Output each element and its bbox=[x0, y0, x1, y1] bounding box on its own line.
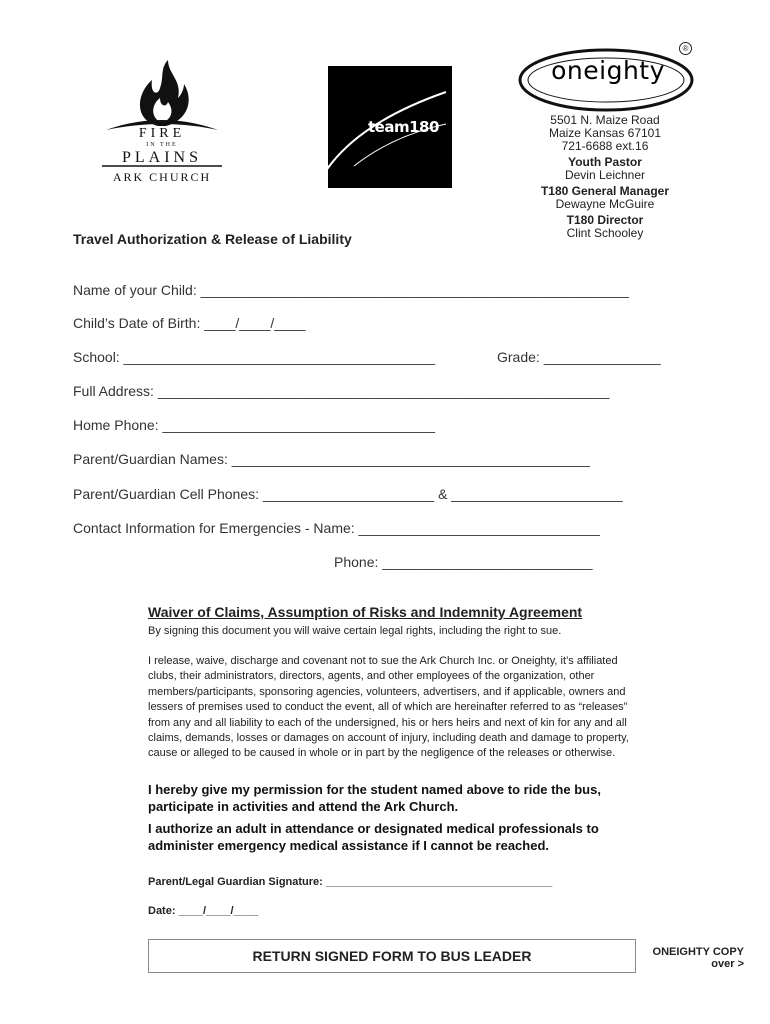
logo-ark-church-text: ARK CHURCH bbox=[112, 170, 212, 184]
youth-pastor-name: Devin Leichner bbox=[564, 168, 646, 182]
fire-in-the-plains-logo bbox=[96, 58, 228, 188]
grade-field[interactable]: Grade: _______________ bbox=[497, 349, 661, 365]
oneighty-logo bbox=[516, 42, 696, 112]
waiver-body: I release, waive, discharge and covenant not to sue the Ark Church Inc. or Oneighty, it’s affiliated clubs, their administrators, directors, agents, and other employees of the organization, other members/participants, sponsoring agencies, volunteers, advertisers, and if applicable, owners and lessers of premises used to conduct the event, all of which are hereinafter referred to as “releases” from any and all liability to each of the undersigned, his or hers heirs and next of kin for any and all claims, demands, losses or damages on account of injury, including death and damage to property, cause or alleged to be caused in whole or in part by the negligence of the releases or otherwise. bbox=[148, 655, 629, 760]
oneighty-text: oneighty bbox=[551, 56, 665, 85]
registered-mark: ® bbox=[679, 42, 692, 55]
waiver-intro: By signing this document you will waive certain legal rights, including the right to sue. bbox=[148, 625, 562, 637]
return-form-notice: RETURN SIGNED FORM TO BUS LEADER bbox=[148, 939, 636, 973]
flame-icon bbox=[96, 58, 228, 188]
copy-note bbox=[648, 946, 744, 970]
medical-authorization-statement: I authorize an adult in attendance or designated medical professionals to administer emergency medical assistance if I cannot be reached. bbox=[148, 821, 599, 853]
bus-permission-statement: I hereby give my permission for the student named above to ride the bus, participate in activities and attend the Ark Church. bbox=[148, 782, 601, 814]
parent-cell-phones-field[interactable]: Parent/Guardian Cell Phones: ______________________ & ______________________ bbox=[73, 486, 623, 502]
date-of-birth-field[interactable]: Child’s Date of Birth: ____/____/____ bbox=[73, 315, 306, 331]
team180-logo bbox=[328, 66, 452, 188]
parent-names-field[interactable]: Parent/Guardian Names: ______________________________________________ bbox=[73, 451, 590, 467]
copy-label: ONEIGHTY COPY bbox=[652, 946, 744, 958]
guardian-signature-field[interactable]: Parent/Legal Guardian Signature: _____________________________________ bbox=[148, 876, 553, 888]
director-name: Clint Schooley bbox=[566, 226, 644, 240]
address-line-2: Maize Kansas 67101 bbox=[548, 126, 662, 140]
form-title: Travel Authorization & Release of Liability bbox=[73, 231, 352, 247]
emergency-contact-phone-field[interactable]: Phone: ___________________________ bbox=[334, 554, 593, 570]
youth-pastor-title: Youth Pastor bbox=[568, 155, 642, 169]
general-manager-name: Dewayne McGuire bbox=[555, 197, 655, 211]
logo-in-the-text: IN THE bbox=[146, 142, 178, 148]
emergency-contact-name-field[interactable]: Contact Information for Emergencies - Name: _______________________________ bbox=[73, 520, 600, 536]
school-field[interactable]: School: ________________________________________ bbox=[73, 349, 436, 365]
address-line-1: 5501 N. Maize Road bbox=[550, 113, 660, 127]
signature-date-field[interactable]: Date: ____/____/____ bbox=[148, 905, 259, 917]
team180-text: team180 bbox=[368, 118, 439, 136]
phone-line: 721-6688 ext.16 bbox=[561, 139, 649, 153]
over-label: over > bbox=[711, 958, 744, 970]
contact-block bbox=[520, 114, 690, 240]
waiver-title: Waiver of Claims, Assumption of Risks and Indemnity Agreement bbox=[148, 604, 583, 620]
director-title: T180 Director bbox=[566, 213, 644, 227]
logo-fire-text: FIRE bbox=[138, 126, 186, 141]
home-phone-field[interactable]: Home Phone: ___________________________________ bbox=[73, 417, 436, 433]
child-name-field[interactable]: Name of your Child: _______________________________________________________ bbox=[73, 282, 629, 298]
full-address-field[interactable]: Full Address: __________________________________________________________ bbox=[73, 383, 610, 399]
logo-plains-text: PLAINS bbox=[121, 149, 202, 166]
general-manager-title: T180 General Manager bbox=[540, 184, 670, 198]
